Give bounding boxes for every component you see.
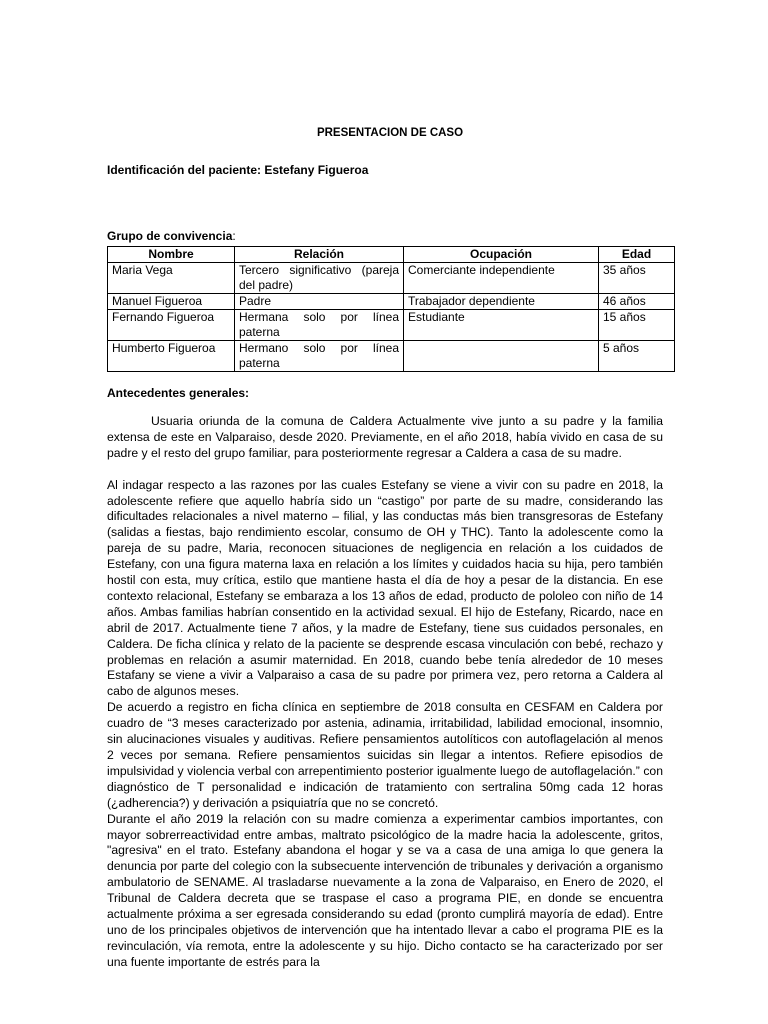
- cell-nombre: Humberto Figueroa: [108, 341, 235, 372]
- table-row: [108, 294, 675, 310]
- header-edad: Edad: [599, 247, 675, 263]
- antecedentes-heading: Antecedentes generales:: [107, 386, 250, 400]
- table-row: [108, 310, 675, 341]
- paragraph: Usuaria oriunda de la comuna de Caldera Actualmente vive junto a su padre y la familia extensa de este en Valparaiso, desde 2020. Previamente, en el año 2018, había vivido en casa de su padre y el resto del grupo familiar, para posteriormente regresar a Caldera a casa de su madre.: [107, 414, 663, 460]
- patient-identification: Identificación del paciente: Estefany Figueroa: [107, 163, 369, 177]
- cell-relacion: Padre: [235, 294, 404, 310]
- paragraph: De acuerdo a registro en ficha clínica en septiembre de 2018 consulta en CESFAM en Caldera por cuadro de “3 meses caracterizado por astenia, adinamia, irritabilidad, labilidad emocional, insomnio, sin alucinaciones visuales y auditivas. Refiere pensamientos autolíticos con autoflagelación al menos 2 veces por semana. Refiere pensamientos suicidas sin llegar a intentos. Refiere episodios de impulsividad y violencia verbal con arrepentimiento posterior igualmente luego de autoflagelación.” con diagnóstico de T personalidad e indicación de tratamiento con sertralina 50mg cada 12 horas (¿adherencia?) y derivación a psiquiatría que no se concretó.: [107, 700, 663, 810]
- cell-edad: 5 años: [599, 341, 675, 372]
- cell-edad: 35 años: [599, 263, 675, 294]
- household-table: [107, 246, 675, 372]
- header-ocupacion: Ocupación: [404, 247, 599, 263]
- table-header-row: [108, 247, 675, 263]
- cell-ocupacion: Comerciante independiente: [404, 263, 599, 294]
- cell-ocupacion: Estudiante: [404, 310, 599, 341]
- header-nombre: Nombre: [108, 247, 235, 263]
- cell-relacion: Hermano solo por línea paterna: [235, 341, 404, 372]
- page-title: PRESENTACION DE CASO: [316, 127, 464, 139]
- header-relacion: Relación: [235, 247, 404, 263]
- cell-edad: 46 años: [599, 294, 675, 310]
- cell-edad: 15 años: [599, 310, 675, 341]
- cell-nombre: Maria Vega: [108, 263, 235, 294]
- table-row: [108, 341, 675, 372]
- case-narrative: [107, 414, 663, 971]
- group-heading: [107, 229, 236, 243]
- paragraph: Al indagar respecto a las razones por las cuales Estefany se viene a vivir con su padre en 2018, la adolescente refiere que aquello habría sido un “castigo” por parte de su madre, considerando las dificultades relacionales a nivel materno – filial, y las conductas más bien transgresoras de Estefany (salidas a fiestas, bajo rendimiento escolar, consumo de OH y THC). Tanto la adolescente como la pareja de su padre, Maria, reconocen situaciones de negligencia en relación a los cuidados de Estefany, con una figura materna laxa en relación a los límites y cuidados hacia su hija, pero también hostil con esta, muy crítica, estilo que mantiene hasta el día de hoy a pesar de la distancia. En ese contexto relacional, Estefany se embaraza a los 13 años de edad, producto de pololeo con niño de 14 años. Ambas familias habrían consentido en la actividad sexual. El hijo de Estefany, Ricardo, nace en abril de 2017. Actualmente tiene 7 años, y la madre de Estefany, tiene sus cuidados personales, en Caldera. De ficha clínica y relato de la paciente se desprende escasa vinculación con bebé, rechazo y problemas en relación a asumir maternidad. En 2018, cuando bebe tenía alrededor de 10 meses Estafany se viene a vivir a Valparaiso a casa de su padre por primera vez, pero retorna a Caldera al cabo de algunos meses.: [107, 477, 663, 699]
- group-heading-label: Grupo de convivencia: [107, 229, 233, 243]
- table-row: [108, 263, 675, 294]
- cell-ocupacion: Trabajador dependiente: [404, 294, 599, 310]
- cell-relacion: Tercero significativo (pareja del padre): [235, 263, 404, 294]
- group-heading-colon: :: [232, 229, 236, 243]
- cell-ocupacion: [404, 341, 599, 372]
- cell-relacion: Hermana solo por línea paterna: [235, 310, 404, 341]
- cell-nombre: Fernando Figueroa: [108, 310, 235, 341]
- cell-nombre: Manuel Figueroa: [108, 294, 235, 310]
- paragraph: Durante el año 2019 la relación con su madre comienza a experimentar cambios importantes, con mayor sobrerreactividad entre ambas, maltrato psicológico de la madre hacia la adolescente, gritos, "agresiva" en el trato. Estefany abandona el hogar y se va a casa de una amiga lo que genera la denuncia por parte del colegio con la subsecuente intervención de tribunales y derivación a organismo ambulatorio de SENAME. Al trasladarse nuevamente a la zona de Valparaiso, en Enero de 2020, el Tribunal de Caldera decreta que se traspase el caso a programa PIE, en donde se encuentra actualmente próxima a ser egresada considerando su edad (pronto cumplirá mayoría de edad). Entre uno de los principales objetivos de intervención que ha intentado llevar a cabo el programa PIE es la revinculación, vía remota, entre la adolescente y su hijo. Dicho contacto se ha caracterizado por ser una fuente importante de estrés para la: [107, 811, 663, 969]
